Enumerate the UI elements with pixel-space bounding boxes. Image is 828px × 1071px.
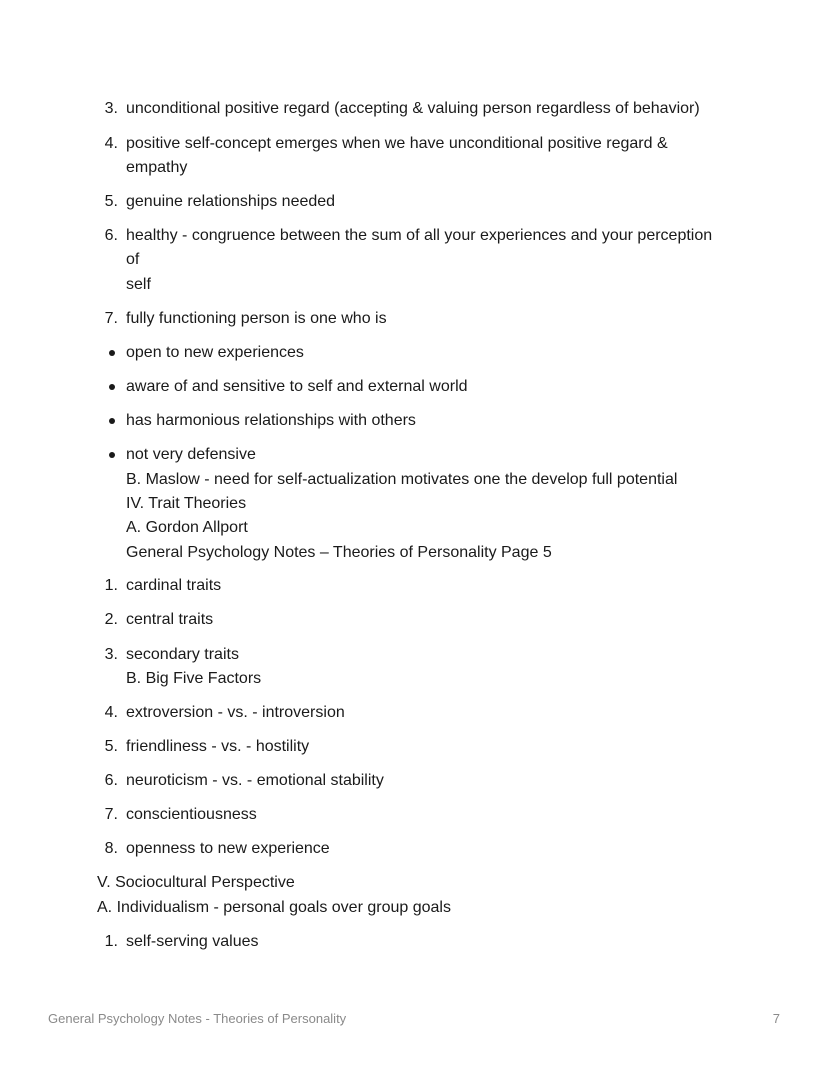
bullet-icon <box>109 384 115 390</box>
list-c-marker-1: 1. <box>104 933 118 950</box>
list-a-item-3-line-1: unconditional positive regard (accepting & valuing person regardless of behavior) <box>126 100 700 117</box>
bullet-item-1-line-1: open to new experiences <box>126 344 304 361</box>
bullet-item-2-line-1: aware of and sensitive to self and external world <box>126 378 468 395</box>
list-a-marker-7: 7. <box>104 310 118 327</box>
list-b-marker-5: 5. <box>104 738 118 755</box>
bullet-item-4-line-5: General Psychology Notes – Theories of Personality Page 5 <box>126 544 552 561</box>
list-b-marker-3: 3. <box>104 646 118 663</box>
list-a-marker-3: 3. <box>104 100 118 117</box>
list-b-marker-1: 1. <box>104 577 118 594</box>
bullet-item-4-line-2: B. Maslow - need for self-actualization motivates one the develop full potential <box>126 471 678 488</box>
list-a-marker-5: 5. <box>104 193 118 210</box>
bullet-item-4-line-1: not very defensive <box>126 446 256 463</box>
list-a-item-6-line-3: self <box>126 276 151 293</box>
list-b-item-5-line-1: friendliness - vs. - hostility <box>126 738 310 755</box>
bullet-item-4-line-3: IV. Trait Theories <box>126 495 247 512</box>
list-b-item-3-line-1: secondary traits <box>126 646 239 663</box>
list-b-marker-4: 4. <box>104 704 118 721</box>
section-subheading: A. Individualism - personal goals over group goals <box>97 899 451 916</box>
footer-title: General Psychology Notes - Theories of Personality <box>48 1011 347 1026</box>
list-b-marker-2: 2. <box>104 611 118 628</box>
list-b-item-1-line-1: cardinal traits <box>126 577 222 594</box>
list-a-item-5-line-1: genuine relationships needed <box>126 193 336 210</box>
list-a-item-6-line-1: healthy - congruence between the sum of all your experiences and your perception <box>126 227 713 244</box>
bullet-item-3-line-1: has harmonious relationships with others <box>126 412 416 429</box>
list-a-marker-6: 6. <box>104 227 118 244</box>
list-b-item-4-line-1: extroversion - vs. - introversion <box>126 704 345 721</box>
list-a-item-4-line-1: positive self-concept emerges when we have unconditional positive regard & <box>126 135 668 152</box>
list-a-item-4-line-2: empathy <box>126 159 188 176</box>
list-b-marker-8: 8. <box>104 840 118 857</box>
list-b-item-8-line-1: openness to new experience <box>126 840 330 857</box>
list-b-marker-7: 7. <box>104 806 118 823</box>
bullet-icon <box>109 350 115 356</box>
list-b-item-6-line-1: neuroticism - vs. - emotional stability <box>126 772 384 789</box>
list-a-item-6-line-2: of <box>126 251 140 268</box>
list-b-item-3-line-2: B. Big Five Factors <box>126 670 262 687</box>
list-b-marker-6: 6. <box>104 772 118 789</box>
list-c-item-1-line-1: self-serving values <box>126 933 259 950</box>
list-a-marker-4: 4. <box>104 135 118 152</box>
bullet-item-4-line-4: A. Gordon Allport <box>126 519 248 536</box>
bullet-icon <box>109 452 115 458</box>
list-b-item-7-line-1: conscientiousness <box>126 806 257 823</box>
list-a-item-7-line-1: fully functioning person is one who is <box>126 310 387 327</box>
bullet-icon <box>109 418 115 424</box>
list-b-item-2-line-1: central traits <box>126 611 214 628</box>
page-number: 7 <box>772 1011 780 1026</box>
section-heading: V. Sociocultural Perspective <box>97 874 295 891</box>
